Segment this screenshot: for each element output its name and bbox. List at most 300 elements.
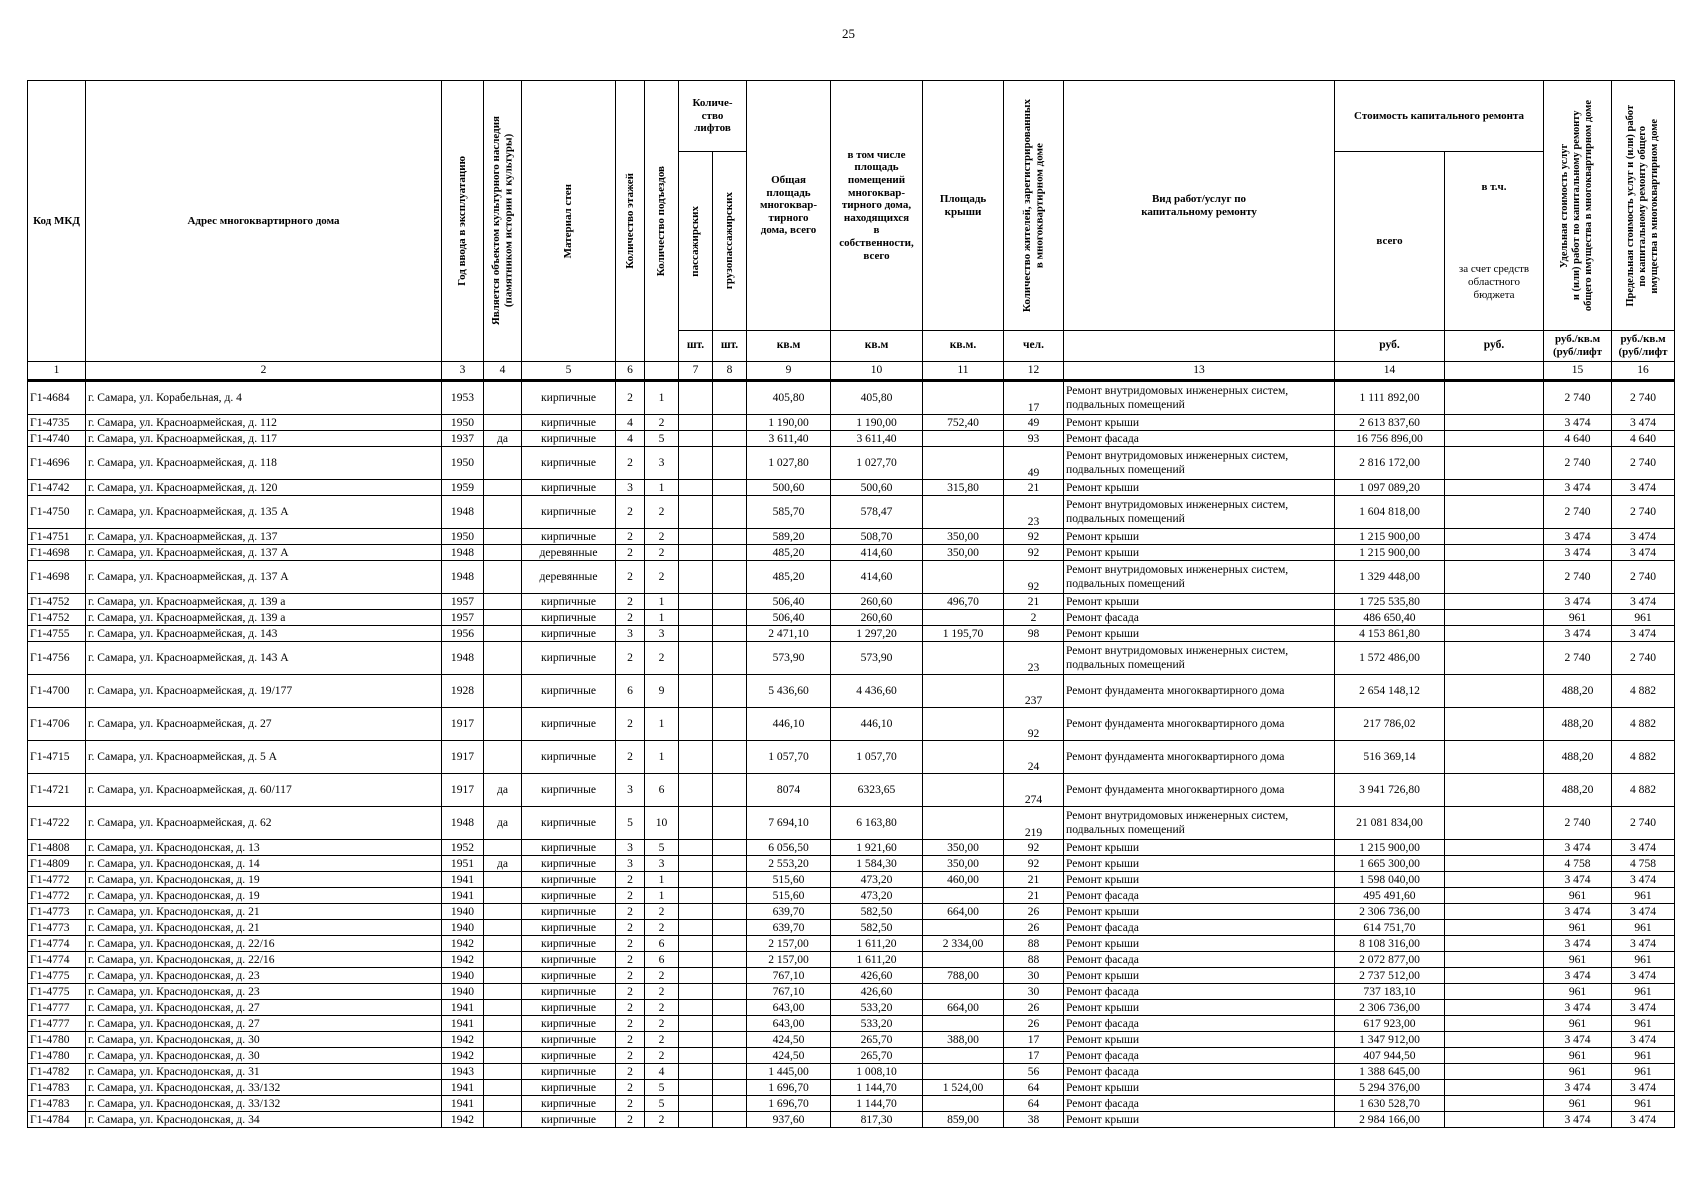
cell-address: г. Самара, ул. Красноармейская, д. 120	[86, 480, 442, 496]
page-number: 25	[842, 26, 855, 41]
cell-work-type: Ремонт внутридомовых инженерных систем, подвальных помещений	[1064, 447, 1335, 480]
cell-floors: 3	[616, 480, 645, 496]
cell-area-owned: 1 008,10	[831, 1064, 923, 1080]
cell-entrances: 3	[645, 447, 679, 480]
cell-address: г. Самара, ул. Корабельная, д. 4	[86, 381, 442, 415]
cell-cost-regional	[1445, 840, 1544, 856]
cell-address: г. Самара, ул. Красноармейская, д. 19/177	[86, 675, 442, 708]
cell-unit-cost: 488,20	[1544, 774, 1612, 807]
cell-limit-cost: 3 474	[1612, 1000, 1675, 1016]
cell-unit-cost: 3 474	[1544, 968, 1612, 984]
cell-entrances: 1	[645, 610, 679, 626]
cell-floors: 2	[616, 1048, 645, 1064]
cell-material: кирпичные	[522, 1048, 616, 1064]
cell-roof-area: 496,70	[923, 594, 1004, 610]
cell-lifts-passenger	[679, 840, 713, 856]
cell-work-type: Ремонт фундамента многоквартирного дома	[1064, 774, 1335, 807]
cell-limit-cost: 3 474	[1612, 936, 1675, 952]
cell-entrances: 1	[645, 741, 679, 774]
cell-limit-cost: 2 740	[1612, 561, 1675, 594]
header-cost-total: всего	[1335, 152, 1445, 331]
cell-work-type: Ремонт внутридомовых инженерных систем, подвальных помещений	[1064, 642, 1335, 675]
cell-area-total: 424,50	[747, 1032, 831, 1048]
cell-cost-regional	[1445, 920, 1544, 936]
cell-address: г. Самара, ул. Краснодонская, д. 19	[86, 888, 442, 904]
cell-heritage	[484, 708, 522, 741]
cell-cost-total: 1 329 448,00	[1335, 561, 1445, 594]
cell-entrances: 9	[645, 675, 679, 708]
cell-heritage	[484, 594, 522, 610]
cell-cost-regional	[1445, 888, 1544, 904]
cell-cost-regional	[1445, 545, 1544, 561]
cell-year: 1917	[442, 774, 484, 807]
cell-address: г. Самара, ул. Красноармейская, д. 135 А	[86, 496, 442, 529]
cell-cost-total: 737 183,10	[1335, 984, 1445, 1000]
cell-heritage	[484, 952, 522, 968]
header-year: Год ввода в эксплуатацию	[442, 81, 484, 362]
cell-lifts-cargo	[713, 447, 747, 480]
cell-year: 1942	[442, 936, 484, 952]
unit-area-total: кв.м	[747, 331, 831, 362]
cell-year: 1940	[442, 904, 484, 920]
cell-lifts-passenger	[679, 496, 713, 529]
cell-material: кирпичные	[522, 431, 616, 447]
cell-work-type: Ремонт фасада	[1064, 1096, 1335, 1112]
unit-residents: чел.	[1004, 331, 1064, 362]
cell-limit-cost: 961	[1612, 1048, 1675, 1064]
cell-cost-total: 2 654 148,12	[1335, 675, 1445, 708]
cell-cost-regional	[1445, 610, 1544, 626]
cell-entrances: 1	[645, 480, 679, 496]
cell-lifts-cargo	[713, 431, 747, 447]
cell-area-owned: 405,80	[831, 381, 923, 415]
cell-year: 1959	[442, 480, 484, 496]
cell-limit-cost: 3 474	[1612, 545, 1675, 561]
cell-address: г. Самара, ул. Красноармейская, д. 137 А	[86, 561, 442, 594]
cell-material: кирпичные	[522, 626, 616, 642]
cell-residents: 92	[1004, 545, 1064, 561]
cell-lifts-cargo	[713, 626, 747, 642]
cell-entrances: 2	[645, 1032, 679, 1048]
cell-area-total: 5 436,60	[747, 675, 831, 708]
cell-area-total: 643,00	[747, 1016, 831, 1032]
cell-cost-total: 21 081 834,00	[1335, 807, 1445, 840]
cell-lifts-passenger	[679, 968, 713, 984]
cell-work-type: Ремонт внутридомовых инженерных систем, подвальных помещений	[1064, 381, 1335, 415]
cell-lifts-cargo	[713, 984, 747, 1000]
cell-area-owned: 6323,65	[831, 774, 923, 807]
cell-lifts-passenger	[679, 872, 713, 888]
cell-heritage	[484, 1096, 522, 1112]
table-row	[28, 626, 1675, 642]
cell-entrances: 2	[645, 496, 679, 529]
cell-residents: 64	[1004, 1096, 1064, 1112]
cell-limit-cost: 3 474	[1612, 840, 1675, 856]
cell-floors: 2	[616, 1112, 645, 1128]
cell-residents: 23	[1004, 642, 1064, 675]
cell-residents: 38	[1004, 1112, 1064, 1128]
table-row	[28, 529, 1675, 545]
cell-floors: 2	[616, 545, 645, 561]
cell-lifts-passenger	[679, 1016, 713, 1032]
table-row	[28, 840, 1675, 856]
cell-material: кирпичные	[522, 984, 616, 1000]
cell-heritage	[484, 447, 522, 480]
cell-cost-total: 1 388 645,00	[1335, 1064, 1445, 1080]
cell-area-total: 1 445,00	[747, 1064, 831, 1080]
cell-limit-cost: 3 474	[1612, 415, 1675, 431]
cell-year: 1941	[442, 1016, 484, 1032]
cell-lifts-cargo	[713, 741, 747, 774]
cell-work-type: Ремонт крыши	[1064, 904, 1335, 920]
cell-address: г. Самара, ул. Краснодонская, д. 33/132	[86, 1080, 442, 1096]
cell-residents: 21	[1004, 480, 1064, 496]
cell-lifts-passenger	[679, 1064, 713, 1080]
cell-cost-total: 1 604 818,00	[1335, 496, 1445, 529]
cell-roof-area: 664,00	[923, 904, 1004, 920]
cell-lifts-cargo	[713, 708, 747, 741]
table-row	[28, 642, 1675, 675]
cell-code: Г1-4722	[28, 807, 86, 840]
cell-area-owned: 1 611,20	[831, 952, 923, 968]
cell-material: кирпичные	[522, 1112, 616, 1128]
cell-year: 1941	[442, 1000, 484, 1016]
cell-code: Г1-4752	[28, 594, 86, 610]
cell-address: г. Самара, ул. Краснодонская, д. 34	[86, 1112, 442, 1128]
cell-floors: 2	[616, 888, 645, 904]
cell-entrances: 2	[645, 642, 679, 675]
cell-roof-area	[923, 1048, 1004, 1064]
cell-cost-regional	[1445, 1080, 1544, 1096]
cell-year: 1940	[442, 920, 484, 936]
cell-cost-total: 1 572 486,00	[1335, 642, 1445, 675]
cell-cost-regional	[1445, 1096, 1544, 1112]
cell-area-total: 7 694,10	[747, 807, 831, 840]
cell-unit-cost: 961	[1544, 1048, 1612, 1064]
cell-cost-total: 3 941 726,80	[1335, 774, 1445, 807]
header-cost-incl-label: в т.ч.	[1481, 180, 1507, 193]
cell-cost-total: 16 756 896,00	[1335, 431, 1445, 447]
table-row	[28, 872, 1675, 888]
cell-area-total: 515,60	[747, 888, 831, 904]
cell-address: г. Самара, ул. Красноармейская, д. 112	[86, 415, 442, 431]
cell-code: Г1-4706	[28, 708, 86, 741]
repair-register-table	[27, 80, 1675, 1128]
table-row	[28, 807, 1675, 840]
cell-address: г. Самара, ул. Краснодонская, д. 21	[86, 904, 442, 920]
cell-area-total: 589,20	[747, 529, 831, 545]
column-number: 11	[923, 362, 1004, 381]
unit-cost-total: руб.	[1335, 331, 1445, 362]
cell-heritage	[484, 872, 522, 888]
cell-code: Г1-4773	[28, 904, 86, 920]
column-number: 3	[442, 362, 484, 381]
cell-address: г. Самара, ул. Краснодонская, д. 13	[86, 840, 442, 856]
cell-area-owned: 582,50	[831, 904, 923, 920]
header-entrances: Количество подъездов	[645, 81, 679, 362]
cell-entrances: 5	[645, 1096, 679, 1112]
cell-entrances: 3	[645, 856, 679, 872]
cell-area-total: 506,40	[747, 610, 831, 626]
cell-material: деревянные	[522, 545, 616, 561]
cell-address: г. Самара, ул. Краснодонская, д. 22/16	[86, 952, 442, 968]
cell-area-owned: 426,60	[831, 968, 923, 984]
cell-limit-cost: 4 882	[1612, 741, 1675, 774]
cell-lifts-passenger	[679, 1080, 713, 1096]
header-area-total: Общая площадь многоквар- тирного дома, всего	[747, 81, 831, 331]
cell-address: г. Самара, ул. Красноармейская, д. 143 А	[86, 642, 442, 675]
cell-year: 1941	[442, 1096, 484, 1112]
cell-year: 1942	[442, 1048, 484, 1064]
cell-roof-area: 1 524,00	[923, 1080, 1004, 1096]
cell-limit-cost: 961	[1612, 888, 1675, 904]
cell-area-owned: 4 436,60	[831, 675, 923, 708]
cell-lifts-cargo	[713, 840, 747, 856]
cell-entrances: 5	[645, 431, 679, 447]
cell-entrances: 6	[645, 952, 679, 968]
cell-cost-total: 2 816 172,00	[1335, 447, 1445, 480]
cell-address: г. Самара, ул. Краснодонская, д. 30	[86, 1032, 442, 1048]
cell-roof-area: 388,00	[923, 1032, 1004, 1048]
column-number: 2	[86, 362, 442, 381]
cell-address: г. Самара, ул. Краснодонская, д. 14	[86, 856, 442, 872]
cell-year: 1956	[442, 626, 484, 642]
cell-entrances: 6	[645, 774, 679, 807]
cell-address: г. Самара, ул. Красноармейская, д. 5 А	[86, 741, 442, 774]
cell-lifts-cargo	[713, 1080, 747, 1096]
table-row	[28, 1000, 1675, 1016]
cell-work-type: Ремонт фасада	[1064, 1048, 1335, 1064]
cell-area-total: 2 157,00	[747, 952, 831, 968]
cell-floors: 6	[616, 675, 645, 708]
cell-area-total: 485,20	[747, 561, 831, 594]
cell-area-total: 643,00	[747, 1000, 831, 1016]
cell-area-owned: 473,20	[831, 872, 923, 888]
table-row	[28, 675, 1675, 708]
cell-unit-cost: 3 474	[1544, 1000, 1612, 1016]
cell-address: г. Самара, ул. Красноармейская, д. 117	[86, 431, 442, 447]
cell-address: г. Самара, ул. Краснодонская, д. 27	[86, 1000, 442, 1016]
cell-area-owned: 508,70	[831, 529, 923, 545]
cell-code: Г1-4756	[28, 642, 86, 675]
cell-year: 1928	[442, 675, 484, 708]
cell-address: г. Самара, ул. Красноармейская, д. 62	[86, 807, 442, 840]
cell-area-owned: 265,70	[831, 1048, 923, 1064]
cell-floors: 2	[616, 642, 645, 675]
cell-unit-cost: 961	[1544, 984, 1612, 1000]
cell-floors: 2	[616, 920, 645, 936]
cell-roof-area: 350,00	[923, 545, 1004, 561]
cell-unit-cost: 2 740	[1544, 381, 1612, 415]
cell-cost-total: 2 613 837,60	[1335, 415, 1445, 431]
cell-residents: 17	[1004, 381, 1064, 415]
column-number: 10	[831, 362, 923, 381]
cell-work-type: Ремонт фундамента многоквартирного дома	[1064, 675, 1335, 708]
cell-limit-cost: 2 740	[1612, 642, 1675, 675]
cell-address: г. Самара, ул. Краснодонская, д. 33/132	[86, 1096, 442, 1112]
cell-unit-cost: 961	[1544, 920, 1612, 936]
cell-address: г. Самара, ул. Красноармейская, д. 137 А	[86, 545, 442, 561]
cell-work-type: Ремонт внутридомовых инженерных систем, подвальных помещений	[1064, 561, 1335, 594]
cell-material: кирпичные	[522, 856, 616, 872]
column-number	[1445, 362, 1544, 381]
cell-code: Г1-4772	[28, 872, 86, 888]
cell-roof-area: 350,00	[923, 840, 1004, 856]
cell-unit-cost: 3 474	[1544, 840, 1612, 856]
cell-residents: 88	[1004, 936, 1064, 952]
unit-area-owned: кв.м	[831, 331, 923, 362]
cell-year: 1950	[442, 447, 484, 480]
table-row	[28, 1016, 1675, 1032]
cell-cost-total: 2 737 512,00	[1335, 968, 1445, 984]
cell-year: 1940	[442, 984, 484, 1000]
cell-floors: 2	[616, 594, 645, 610]
cell-cost-regional	[1445, 1016, 1544, 1032]
cell-limit-cost: 3 474	[1612, 1112, 1675, 1128]
cell-lifts-cargo	[713, 545, 747, 561]
cell-cost-total: 486 650,40	[1335, 610, 1445, 626]
cell-roof-area	[923, 888, 1004, 904]
cell-year: 1948	[442, 496, 484, 529]
header-residents: Количество жителей, зарегистрированных в многоквартирном доме	[1004, 81, 1064, 331]
cell-floors: 2	[616, 936, 645, 952]
cell-entrances: 3	[645, 626, 679, 642]
cell-year: 1943	[442, 1064, 484, 1080]
table-row	[28, 741, 1675, 774]
cell-area-total: 1 190,00	[747, 415, 831, 431]
cell-unit-cost: 3 474	[1544, 1112, 1612, 1128]
cell-year: 1950	[442, 415, 484, 431]
cell-heritage	[484, 529, 522, 545]
cell-roof-area: 1 195,70	[923, 626, 1004, 642]
cell-material: кирпичные	[522, 610, 616, 626]
cell-cost-regional	[1445, 952, 1544, 968]
cell-address: г. Самара, ул. Краснодонская, д. 19	[86, 872, 442, 888]
cell-cost-regional	[1445, 1032, 1544, 1048]
cell-year: 1948	[442, 642, 484, 675]
cell-area-total: 506,40	[747, 594, 831, 610]
cell-cost-regional	[1445, 381, 1544, 415]
cell-roof-area	[923, 381, 1004, 415]
cell-lifts-passenger	[679, 807, 713, 840]
cell-unit-cost: 2 740	[1544, 642, 1612, 675]
table-row	[28, 920, 1675, 936]
cell-cost-total: 495 491,60	[1335, 888, 1445, 904]
cell-heritage	[484, 610, 522, 626]
cell-cost-regional	[1445, 529, 1544, 545]
cell-lifts-cargo	[713, 1096, 747, 1112]
cell-heritage	[484, 545, 522, 561]
header-area-owned: в том числе площадь помещений многоквар- тирного дома, находящихся в собственности, всего	[831, 81, 923, 331]
cell-code: Г1-4698	[28, 561, 86, 594]
cell-code: Г1-4735	[28, 415, 86, 431]
cell-heritage	[484, 936, 522, 952]
cell-area-owned: 446,10	[831, 708, 923, 741]
cell-cost-regional	[1445, 496, 1544, 529]
cell-heritage	[484, 1064, 522, 1080]
cell-lifts-passenger	[679, 626, 713, 642]
cell-lifts-cargo	[713, 968, 747, 984]
cell-limit-cost: 3 474	[1612, 594, 1675, 610]
cell-work-type: Ремонт крыши	[1064, 968, 1335, 984]
table-row	[28, 984, 1675, 1000]
table-row	[28, 952, 1675, 968]
cell-work-type: Ремонт фундамента многоквартирного дома	[1064, 708, 1335, 741]
cell-heritage	[484, 480, 522, 496]
cell-address: г. Самара, ул. Красноармейская, д. 139 а	[86, 594, 442, 610]
cell-residents: 92	[1004, 529, 1064, 545]
cell-cost-regional	[1445, 594, 1544, 610]
cell-roof-area	[923, 1016, 1004, 1032]
cell-floors: 2	[616, 872, 645, 888]
column-number: 8	[713, 362, 747, 381]
cell-residents: 49	[1004, 447, 1064, 480]
cell-material: кирпичные	[522, 952, 616, 968]
cell-heritage	[484, 1112, 522, 1128]
cell-heritage	[484, 968, 522, 984]
cell-lifts-passenger	[679, 1048, 713, 1064]
cell-residents: 21	[1004, 872, 1064, 888]
table-header	[28, 81, 1675, 381]
cell-entrances: 1	[645, 708, 679, 741]
table-row	[28, 431, 1675, 447]
cell-lifts-cargo	[713, 872, 747, 888]
cell-material: кирпичные	[522, 529, 616, 545]
cell-lifts-cargo	[713, 1048, 747, 1064]
cell-address: г. Самара, ул. Краснодонская, д. 21	[86, 920, 442, 936]
cell-material: кирпичные	[522, 447, 616, 480]
cell-lifts-passenger	[679, 480, 713, 496]
cell-lifts-passenger	[679, 888, 713, 904]
column-numbers-row	[28, 362, 1675, 381]
cell-unit-cost: 961	[1544, 952, 1612, 968]
cell-floors: 2	[616, 381, 645, 415]
column-number	[645, 362, 679, 381]
cell-code: Г1-4784	[28, 1112, 86, 1128]
cell-area-total: 573,90	[747, 642, 831, 675]
cell-code: Г1-4750	[28, 496, 86, 529]
cell-lifts-passenger	[679, 447, 713, 480]
header-cost: Стоимость капитального ремонта	[1335, 81, 1544, 152]
cell-cost-regional	[1445, 1112, 1544, 1128]
cell-lifts-passenger	[679, 708, 713, 741]
cell-code: Г1-4777	[28, 1016, 86, 1032]
cell-code: Г1-4780	[28, 1032, 86, 1048]
table-row	[28, 1080, 1675, 1096]
cell-residents: 2	[1004, 610, 1064, 626]
cell-roof-area	[923, 431, 1004, 447]
cell-limit-cost: 2 740	[1612, 807, 1675, 840]
cell-area-owned: 414,60	[831, 561, 923, 594]
header-limit-cost: Предельная стоимость услуг и (или) работ по капитальному ремонту общего имущества в многоквартирном доме	[1612, 81, 1675, 331]
column-number: 15	[1544, 362, 1612, 381]
cell-work-type: Ремонт крыши	[1064, 1000, 1335, 1016]
cell-area-total: 639,70	[747, 920, 831, 936]
column-number: 1	[28, 362, 86, 381]
unit-lifts-cargo: шт.	[713, 331, 747, 362]
cell-roof-area	[923, 708, 1004, 741]
cell-year: 1937	[442, 431, 484, 447]
cell-material: кирпичные	[522, 675, 616, 708]
cell-code: Г1-4773	[28, 920, 86, 936]
cell-lifts-cargo	[713, 856, 747, 872]
cell-limit-cost: 3 474	[1612, 904, 1675, 920]
cell-cost-regional	[1445, 1064, 1544, 1080]
cell-roof-area: 350,00	[923, 856, 1004, 872]
cell-lifts-cargo	[713, 642, 747, 675]
cell-roof-area: 752,40	[923, 415, 1004, 431]
cell-material: кирпичные	[522, 872, 616, 888]
